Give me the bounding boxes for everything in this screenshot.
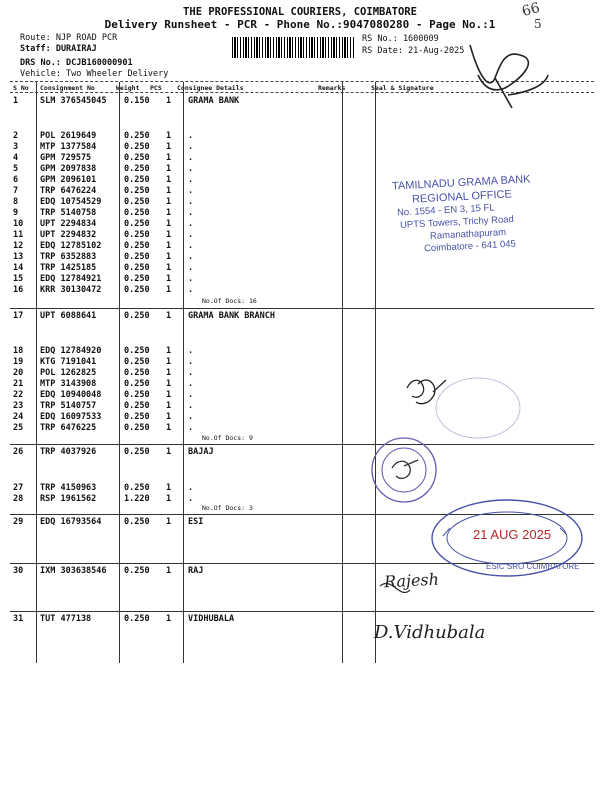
group-total: No.Of Docs: 3 [202,504,253,512]
row-weight: 0.250 [124,483,150,493]
row-details: . [188,412,194,422]
col-consignment: Consignment No [40,84,95,92]
row-pcs: 1 [166,379,172,389]
row-weight: 0.250 [124,412,150,422]
row-sno: 11 [13,230,24,240]
row-weight: 0.250 [124,274,150,284]
row-details: . [188,346,194,356]
row-pcs: 1 [166,401,172,411]
row-pcs: 1 [166,494,172,504]
row-weight: 0.250 [124,566,150,576]
row-sno: 5 [13,164,19,174]
vehicle-label: Vehicle: Two Wheeler Delivery [20,69,169,79]
row-pcs: 1 [166,346,172,356]
row-details: . [188,390,194,400]
row-consignment: UPT 2294834 [40,219,97,229]
row-sno: 25 [13,423,24,433]
row-details: ESI [188,517,204,527]
row-details: . [188,494,194,504]
row-consignment: MTP 1377584 [40,142,97,152]
row-pcs: 1 [166,175,172,185]
row-consignment: TRP 5140758 [40,208,97,218]
row-pcs: 1 [166,263,172,273]
row-details: . [188,263,194,273]
handwritten-count: 66 [520,0,542,21]
stamp-line: UPTS Towers, Trichy Road [399,214,515,231]
row-sno: 7 [13,186,19,196]
row-pcs: 1 [166,447,172,457]
row-sno: 24 [13,412,24,422]
col-sno: S No [13,84,29,92]
row-consignment: RSP 1961562 [40,494,97,504]
row-sno: 9 [13,208,19,218]
row-weight: 0.250 [124,346,150,356]
row-consignment: EDQ 12784921 [40,274,102,284]
row-sno: 19 [13,357,24,367]
row-pcs: 1 [166,230,172,240]
row-pcs: 1 [166,368,172,378]
row-consignment: MTP 3143908 [40,379,97,389]
row-sno: 18 [13,346,24,356]
row-sno: 1 [13,96,19,106]
row-weight: 0.250 [124,219,150,229]
row-details: . [188,186,194,196]
row-consignment: POL 1262825 [40,368,97,378]
row-details: . [188,175,194,185]
row-weight: 0.250 [124,241,150,251]
row-weight: 0.250 [124,401,150,411]
col-pcs: PCS [150,84,162,92]
row-consignment: EDQ 12785102 [40,241,102,251]
row-details: . [188,230,194,240]
row-details: . [188,197,194,207]
rs-date: RS Date: 21-Aug-2025 [362,46,465,56]
row-weight: 0.250 [124,517,150,527]
row-weight: 0.250 [124,263,150,273]
rs-number: RS No.: 1600009 [362,34,439,44]
row-consignment: TRP 6352883 [40,252,97,262]
row-sno: 31 [13,614,24,624]
stamp-line: TAMILNADU GRAMA BANK [391,173,531,193]
row-sno: 26 [13,447,24,457]
row-pcs: 1 [166,186,172,196]
row-details: . [188,153,194,163]
row-consignment: EDQ 10940048 [40,390,102,400]
signature-raj: Rajesh [383,569,440,592]
row-pcs: 1 [166,285,172,295]
row-details: RAJ [188,566,204,576]
row-consignment: GPM 2096101 [40,175,97,185]
row-sno: 30 [13,566,24,576]
row-details: . [188,131,194,141]
row-consignment: KTG 7191041 [40,357,97,367]
row-consignment: TRP 6476224 [40,186,97,196]
row-pcs: 1 [166,164,172,174]
handwritten-count-2: 5 [534,17,542,31]
row-sno: 17 [13,311,24,321]
row-consignment: TRP 5140757 [40,401,97,411]
esic-stamp-bottom: ESIC SRO COIMBATORE [486,562,580,571]
row-details: . [188,379,194,389]
row-weight: 0.250 [124,357,150,367]
row-weight: 1.220 [124,494,150,504]
row-details: VIDHUBALA [188,614,235,624]
row-sno: 8 [13,197,19,207]
row-weight: 0.250 [124,208,150,218]
row-sno: 20 [13,368,24,378]
row-weight: 0.250 [124,230,150,240]
row-pcs: 1 [166,390,172,400]
row-consignment: EDQ 16097533 [40,412,102,422]
col-seal: Seal & Signature [371,84,434,92]
row-weight: 0.250 [124,153,150,163]
row-weight: 0.250 [124,285,150,295]
row-weight: 0.250 [124,164,150,174]
row-weight: 0.250 [124,131,150,141]
row-consignment: GPM 2097838 [40,164,97,174]
row-consignment: UPT 2294832 [40,230,97,240]
col-details: Consignee Details [177,84,244,92]
group-total: No.Of Docs: 16 [202,297,257,305]
row-sno: 2 [13,131,19,141]
row-pcs: 1 [166,517,172,527]
drs-number: DRS No.: DCJB160000901 [20,58,133,68]
signature-vidhubala: D.Vidhubala [374,622,486,643]
stamp-line: Ramanathapuram [429,227,507,242]
row-sno: 10 [13,219,24,229]
row-sno: 29 [13,517,24,527]
row-consignment: IXM 303638546 [40,566,107,576]
row-consignment: UPT 6088641 [40,311,97,321]
row-pcs: 1 [166,131,172,141]
row-sno: 23 [13,401,24,411]
row-details: . [188,285,194,295]
stamp-line: No. 1554 - EN 3, 15 FL [396,202,495,219]
row-sno: 28 [13,494,24,504]
row-pcs: 1 [166,412,172,422]
row-weight: 0.250 [124,252,150,262]
row-details: . [188,142,194,152]
col-remarks: Remarks [318,84,346,92]
row-details: . [188,401,194,411]
row-pcs: 1 [166,614,172,624]
row-weight: 0.250 [124,368,150,378]
row-consignment: TRP 4037926 [40,447,97,457]
row-sno: 16 [13,285,24,295]
row-details: . [188,241,194,251]
staff-label: Staff: DURAIRAJ [20,44,97,54]
row-details: GRAMA BANK BRANCH [188,311,275,321]
row-weight: 0.250 [124,175,150,185]
esic-date-stamp: 21 AUG 2025 [473,527,552,542]
row-consignment: EDQ 12784920 [40,346,102,356]
row-pcs: 1 [166,208,172,218]
row-consignment: TRP 1425185 [40,263,97,273]
row-pcs: 1 [166,483,172,493]
row-details: . [188,357,194,367]
row-weight: 0.250 [124,311,150,321]
row-sno: 12 [13,241,24,251]
row-pcs: 1 [166,219,172,229]
row-consignment: TRP 6476225 [40,423,97,433]
row-details: . [188,219,194,229]
row-weight: 0.250 [124,142,150,152]
stamp-line: REGIONAL OFFICE [411,188,513,206]
row-sno: 3 [13,142,19,152]
row-weight: 0.250 [124,390,150,400]
row-consignment: EDQ 10754529 [40,197,102,207]
row-consignment: POL 2619649 [40,131,97,141]
row-pcs: 1 [166,153,172,163]
row-sno: 4 [13,153,19,163]
row-details: . [188,208,194,218]
row-pcs: 1 [166,241,172,251]
row-pcs: 1 [166,252,172,262]
runsheet-title: Delivery Runsheet - PCR - Phone No.:9047080280 - Page No.:1 [104,18,496,31]
row-sno: 27 [13,483,24,493]
row-weight: 0.150 [124,96,150,106]
row-sno: 14 [13,263,24,273]
row-pcs: 1 [166,566,172,576]
row-consignment: TRP 4150963 [40,483,97,493]
row-pcs: 1 [166,96,172,106]
stamp-line: Coimbatore - 641 045 [423,238,517,255]
row-details: . [188,164,194,174]
row-weight: 0.250 [124,614,150,624]
row-consignment: TUT 477138 [40,614,92,624]
row-pcs: 1 [166,311,172,321]
row-details: . [188,252,194,262]
route-label: Route: NJP ROAD PCR [20,33,118,43]
row-sno: 6 [13,175,19,185]
col-weight: Weight [116,84,140,92]
row-weight: 0.250 [124,447,150,457]
row-pcs: 1 [166,357,172,367]
row-details: . [188,274,194,284]
row-weight: 0.250 [124,379,150,389]
row-consignment: GPM 729575 [40,153,92,163]
row-pcs: 1 [166,142,172,152]
company-name: THE PROFESSIONAL COURIERS, COIMBATORE [183,6,417,18]
row-consignment: KRR 30130472 [40,285,102,295]
row-details: . [188,423,194,433]
row-sno: 15 [13,274,24,284]
row-pcs: 1 [166,274,172,284]
row-sno: 22 [13,390,24,400]
row-weight: 0.250 [124,423,150,433]
row-pcs: 1 [166,197,172,207]
row-details: . [188,483,194,493]
row-sno: 21 [13,379,24,389]
row-details: . [188,368,194,378]
row-weight: 0.250 [124,197,150,207]
row-consignment: EDQ 16793564 [40,517,102,527]
row-pcs: 1 [166,423,172,433]
row-sno: 13 [13,252,24,262]
row-consignment: SLM 376545045 [40,96,107,106]
row-details: BAJAJ [188,447,214,457]
row-weight: 0.250 [124,186,150,196]
row-details: GRAMA BANK [188,96,240,106]
group-total: No.Of Docs: 9 [202,434,253,442]
